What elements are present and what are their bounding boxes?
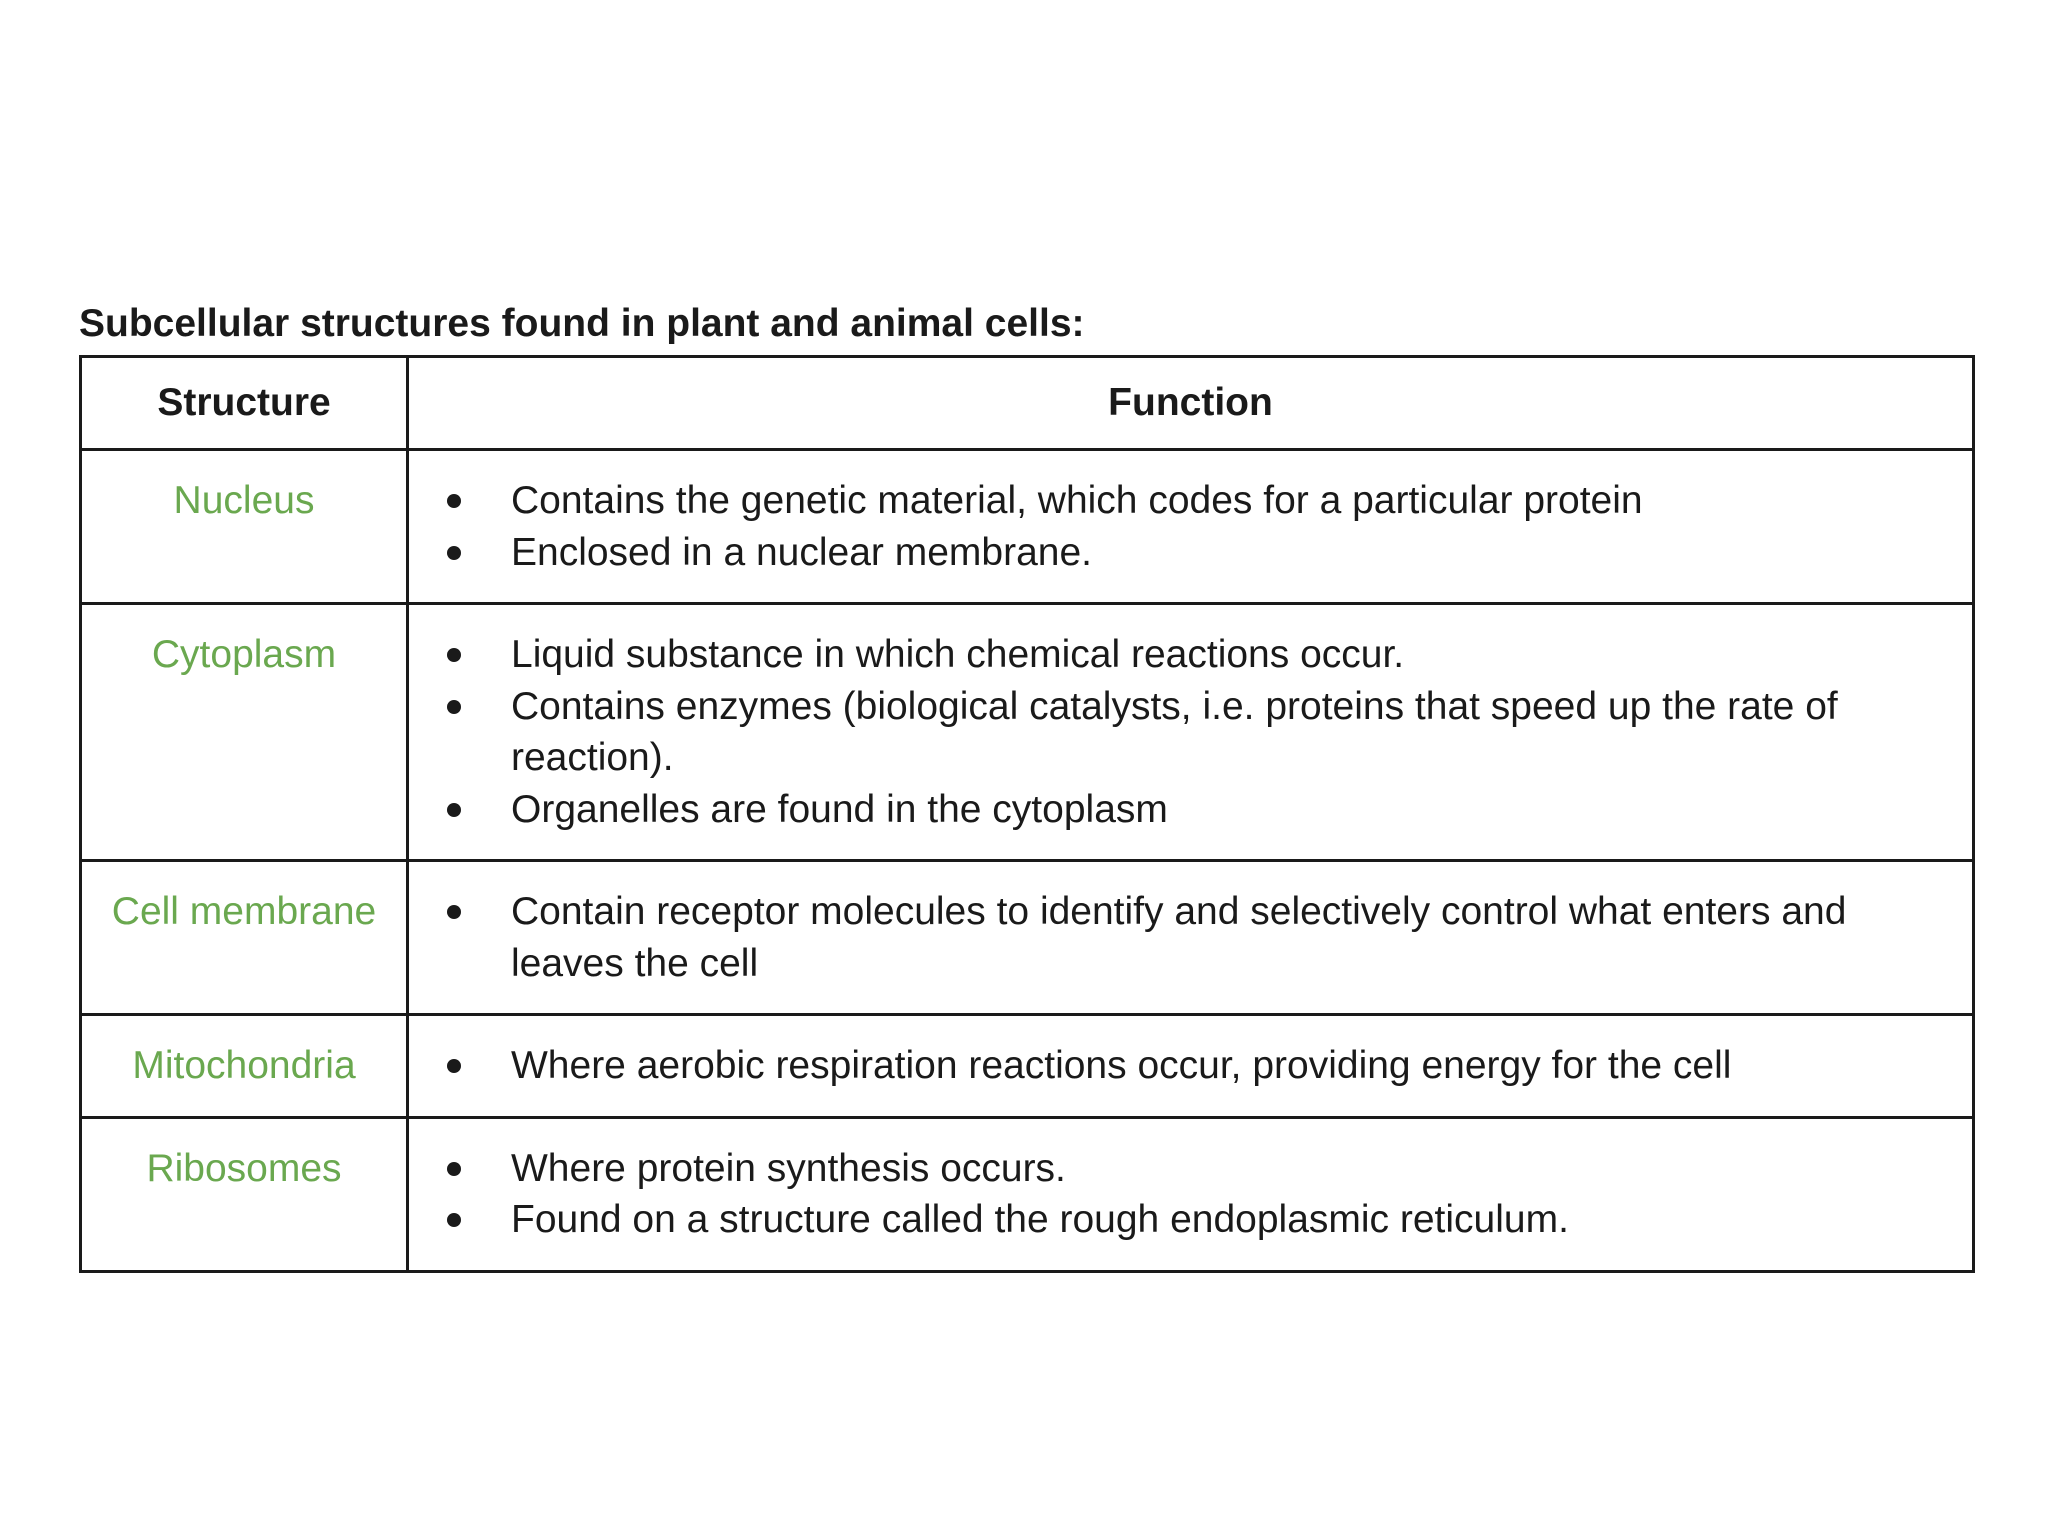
function-item: Enclosed in a nuclear membrane. [409,527,1946,579]
function-item: Contain receptor molecules to identify and selectively control what enters and leaves the cell [409,886,1946,989]
table-row [81,861,1974,1015]
function-list [409,1040,1946,1092]
function-list [409,1143,1946,1246]
structure-name: Cell membrane [81,861,408,1015]
function-item: Organelles are found in the cytoplasm [409,784,1946,836]
header-function: Function [408,357,1974,450]
function-item: Found on a structure called the rough endoplasmic reticulum. [409,1194,1946,1246]
function-item: Where aerobic respiration reactions occur, providing energy for the cell [409,1040,1946,1092]
function-cell [408,450,1974,604]
function-list [409,886,1946,989]
function-cell [408,1117,1974,1271]
function-cell [408,861,1974,1015]
table-header-row [81,357,1974,450]
function-cell [408,604,1974,861]
function-item: Liquid substance in which chemical reactions occur. [409,629,1946,681]
table-row [81,1015,1974,1118]
table-row [81,604,1974,861]
function-list [409,629,1946,835]
function-list [409,475,1946,578]
structure-name: Cytoplasm [81,604,408,861]
function-item: Contains the genetic material, which codes for a particular protein [409,475,1946,527]
structures-table [79,355,1975,1273]
structure-name: Ribosomes [81,1117,408,1271]
table-row [81,450,1974,604]
table-row [81,1117,1974,1271]
structure-name: Nucleus [81,450,408,604]
function-item: Where protein synthesis occurs. [409,1143,1946,1195]
structure-name: Mitochondria [81,1015,408,1118]
document-title: Subcellular structures found in plant and animal cells: [79,302,1085,345]
function-item: Contains enzymes (biological catalysts, i.e. proteins that speed up the rate of reaction). [409,681,1946,784]
function-cell [408,1015,1974,1118]
header-structure: Structure [81,357,408,450]
